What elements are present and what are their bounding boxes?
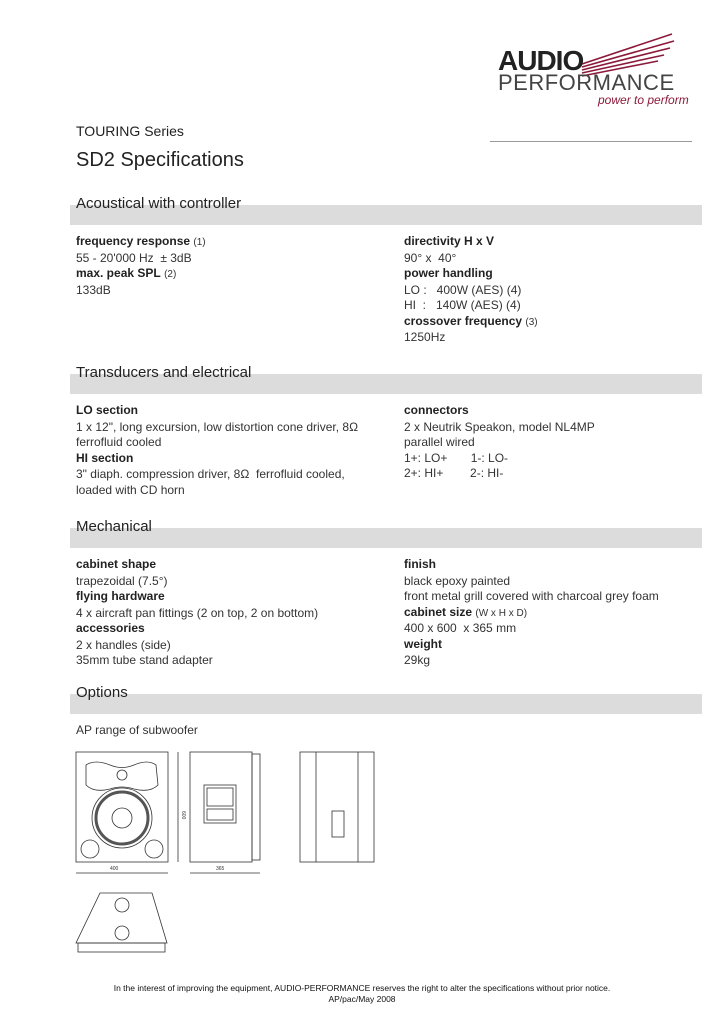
spec-label	[404, 403, 724, 420]
spec-label	[404, 605, 724, 622]
spec-value: 4 x aircraft pan fittings (2 on top, 2 on bottom)	[76, 605, 319, 620]
spec-value: 35mm tube stand adapter	[76, 653, 213, 667]
spec-label	[76, 589, 396, 606]
footer	[0, 983, 724, 1005]
spec-value: 2+: HI+ 2-: HI-	[404, 466, 504, 480]
width-dimension: 400	[110, 866, 119, 872]
spec-value: trapezoidal (7.5°)	[76, 573, 168, 588]
depth-dimension: 365	[216, 866, 225, 872]
svg-text:power to perform: power to perform	[598, 93, 689, 107]
spec-note: (2)	[164, 269, 177, 280]
section-band	[70, 528, 702, 548]
audio-performance-logo	[494, 28, 704, 108]
spec-value: 2 x handles (side)	[76, 637, 171, 652]
header-divider	[490, 141, 692, 142]
spec-value: 90° x 40°	[404, 250, 457, 265]
spec-label-text: cabinet shape	[76, 557, 157, 571]
bottom-view-drawing	[76, 893, 167, 952]
section-title: Transducers and electrical	[76, 364, 252, 381]
spec-column-right	[404, 403, 724, 482]
spec-note: (3)	[525, 316, 538, 328]
spec-value: 1 x 12", long excursion, low distortion cone driver, 8Ω	[76, 419, 359, 434]
spec-value: 1250Hz	[404, 330, 446, 344]
spec-label	[76, 234, 396, 251]
options-text: AP range of subwoofer	[76, 723, 198, 737]
cabinet-drawings	[70, 745, 390, 975]
spec-value: 1+: LO+ 1-: LO-	[404, 450, 509, 465]
spec-label-text: weight	[404, 636, 442, 651]
footer-reference: AP/pac/May 2008	[328, 994, 396, 1004]
spec-label	[76, 557, 396, 574]
height-dimension: 600	[180, 811, 186, 820]
spec-label-text: accessories	[76, 621, 145, 635]
spec-note: (1)	[193, 237, 206, 248]
spec-label-text: cabinet size	[404, 604, 473, 619]
svg-text:AUDIO: AUDIO	[498, 45, 584, 76]
spec-label	[76, 403, 396, 420]
spec-value: ferrofluid cooled	[76, 435, 162, 449]
footer-disclaimer: In the interest of improving the equipment, AUDIO-PERFORMANCE reserves the right to alter the specifications without prior notice.	[113, 983, 611, 993]
spec-label-text: connectors	[404, 403, 469, 417]
spec-note: (W x H x D)	[475, 607, 528, 619]
spec-value: parallel wired	[404, 435, 475, 449]
spec-label-text: max. peak SPL	[76, 266, 161, 280]
spec-label-text: finish	[404, 557, 436, 571]
spec-label-text: power handling	[404, 266, 493, 280]
spec-label	[404, 637, 724, 654]
spec-label	[404, 557, 724, 574]
spec-label	[76, 266, 396, 283]
spec-label-text: frequency response	[76, 234, 191, 248]
spec-label-text: HI section	[76, 450, 134, 465]
section-title: Mechanical	[76, 518, 152, 535]
page-title: SD2 Specifications	[76, 149, 244, 171]
spec-label-text: crossover frequency	[404, 313, 523, 328]
spec-label	[76, 451, 396, 468]
spec-column-right	[404, 557, 724, 669]
spec-column-left	[76, 403, 396, 498]
spec-column-left	[76, 234, 396, 298]
spec-label	[404, 266, 724, 283]
spec-label	[404, 314, 724, 331]
spec-label-text: LO section	[76, 403, 139, 417]
section-title: Acoustical with controller	[76, 195, 242, 212]
front-view-drawing	[76, 752, 168, 862]
spec-value: 400 x 600 x 365 mm	[404, 621, 517, 635]
spec-value: LO : 400W (AES) (4)	[404, 282, 522, 297]
spec-value: black epoxy painted	[404, 573, 511, 588]
side-view-drawing	[190, 752, 260, 862]
spec-value: 2 x Neutrik Speakon, model NL4MP	[404, 419, 595, 434]
section-title: Options	[76, 684, 128, 701]
svg-text:PERFORMANCE: PERFORMANCE	[498, 70, 675, 95]
spec-value: 29kg	[404, 653, 431, 667]
spec-column-right	[404, 234, 724, 346]
spec-value: front metal grill covered with charcoal grey foam	[404, 589, 659, 603]
spec-value: HI : 140W (AES) (4)	[404, 298, 521, 312]
spec-label-text: directivity H x V	[404, 234, 495, 248]
series-label: TOURING Series	[76, 123, 184, 139]
spec-column-left	[76, 557, 396, 669]
spec-value: 3" diaph. compression driver, 8Ω ferrofluid cooled,	[76, 467, 345, 481]
back-view-drawing	[300, 752, 374, 862]
spec-label-text: flying hardware	[76, 589, 165, 603]
spec-label	[76, 621, 396, 638]
spec-value: loaded with CD horn	[76, 482, 185, 497]
spec-value: 55 - 20'000 Hz ± 3dB	[76, 250, 192, 265]
section-band	[70, 694, 702, 714]
spec-value: 133dB	[76, 282, 111, 297]
spec-label	[404, 234, 724, 251]
